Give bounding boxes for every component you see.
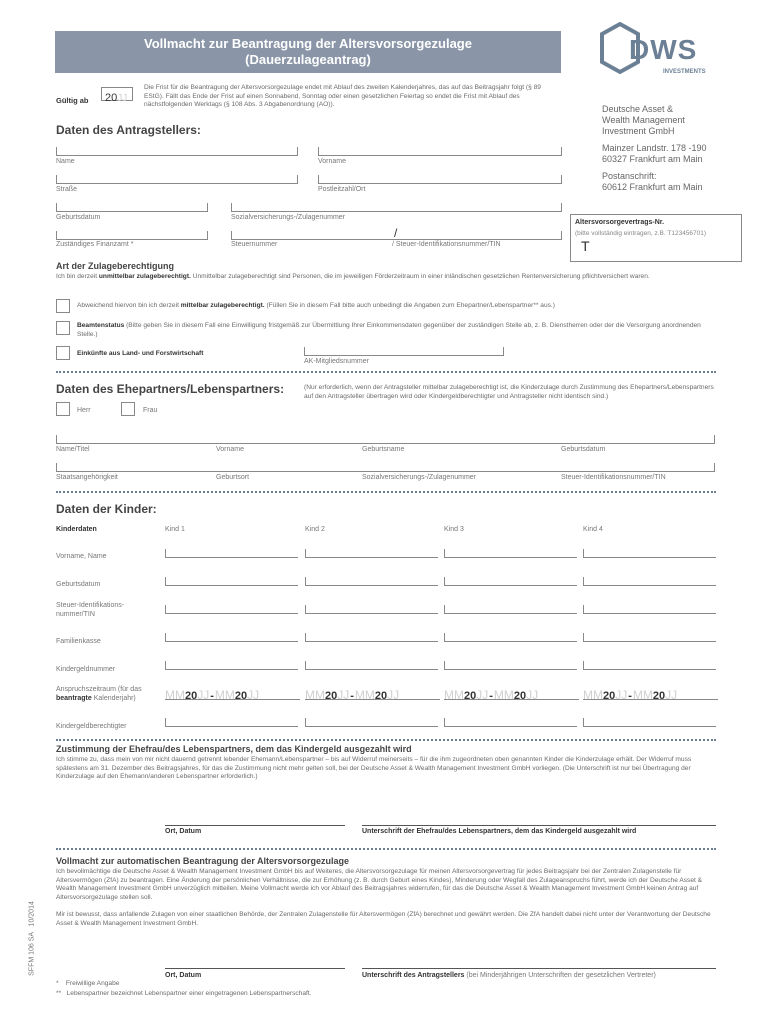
spouse-row1-field[interactable] [56,435,715,444]
authorization-text: Ich bevollmächtige die Deutsche Asset & Wealth Management Investment GmbH bis auf Weiteres, die Altersvorsorgezulage für meinen Altersvorsorgevertrag für jedes Beitragsjahr bei der Zentralen Zulagenstelle für Altersvermögen (ZfA) zu beantragen. Eine Änderung der persönlichen Verhältnisse, die zur Erhöhung (z. B. durch Geburt eines Kindes), Minderung oder Wegfall des Zulageanspruchs führt, werde ich der Deutsche Asset & Wealth Management Investment GmbH unverzüglich mitteilen. Meine Vollmacht werde ich vor Ablauf des Beitragsjahres widerrufen, für das die Deutsche Asset & Wealth Management Investment GmbH keinen Antrag auf Altersvorsorgezulage stellen soll. [56,868,703,901]
auth-sig-b: (bei Minderjährigen Unterschriften der gesetzlichen Vertreter) [464,972,656,979]
consent-text: Ich stimme zu, dass mein von mir nicht dauernd getrennt lebender Ehemann/Lebenspartner – bis auf Widerruf meinerseits – für die ihm zugeordneten oben genannten Kinder die Kinderzulage erhält. Der Widerruf muss spätestens am 31. Dezember des Beitragsjahres, für das die Zustimmung nicht mehr gelten soll, bei der Deutsche Asset & Wealth Management Investment GmbH vorliegen. (Die Unterschrift ist nur bei Übertragung der Kinderzulage auf den Ehemann/anderen Lebenspartner erforderlich.) [56,756,692,781]
period-part: JJ [337,688,350,702]
period-part: 20 [374,690,388,702]
authorization-text-2: Mir ist bewusst, dass anfallende Zulagen von einer staatlichen Behörde, der Zentralen Zulagenstelle für Altersvermögen (ZfA) berechnet und gewährt werden. Die ZfA handelt dabei nicht unter der Verantwortung der Deutsche Asset & Wealth Management Investment GmbH. [56,911,711,927]
period-part: MM [583,688,603,702]
kind-4-period-field[interactable] [583,686,718,700]
kind-4-vorname-field[interactable] [583,549,716,558]
divider-1 [56,371,716,373]
kind-3-familienkasse-field[interactable] [444,633,577,642]
period-part: JJ [387,688,400,702]
row-steuer-id-1: Steuer-Identifikations- [56,602,125,609]
title-line-2: (Dauerzulageantrag) [245,52,371,67]
consent-heading: Zustimmung der Ehefrau/des Lebenspartners, dem das Kindergeld ausgezahlt wird [56,744,412,754]
ak-label: AK-Mitgliedsnummer [304,358,369,365]
herr-label: Herr [77,407,91,414]
period-part: MM [214,688,235,702]
eligibility-intro-a: Ich bin derzeit [56,273,99,280]
spouse-name-label: Name/Titel [56,446,90,453]
kind-2-berechtigter-field[interactable] [305,718,438,727]
consent-signature-label: Unterschrift der Ehefrau/des Lebenspartners, dem das Kindergeld ausgezahlt wird [362,828,637,835]
row-kindergeldnummer-label: Kindergeldnummer [56,666,116,673]
side-code: SFFM 106 SA 10/2014 [28,901,36,976]
divider-2 [56,491,716,493]
herr-checkbox[interactable] [56,402,70,416]
kind-4-label: Kind 4 [583,526,603,533]
kind-2-steuer-id-field[interactable] [305,605,438,614]
period-part: JJ [665,688,678,702]
period-part: 20 [603,690,616,702]
consent-ort-label: Ort, Datum [165,828,202,835]
row-steuer-id-2: nummer/TIN [56,611,95,618]
auth-ort-label: Ort, Datum [165,972,202,979]
kind-2-vorname-field[interactable] [305,549,438,558]
period-part: MM [165,688,185,702]
period-part: 20 [325,690,338,702]
contract-box[interactable] [570,214,742,262]
kind-4-steuer-id-field[interactable] [583,605,716,614]
company-line3: Investment GmbH [602,126,675,136]
kind-4-berechtigter-field[interactable] [583,718,716,727]
kind-1-familienkasse-field[interactable] [165,633,298,642]
strasse-label: Straße [56,186,78,193]
company-line1: Deutsche Asset & [602,104,674,114]
auth-sig-a: Unterschrift des Antragstellers [362,972,465,979]
row-anspruch-1: Anspruchszeitraum (für das [56,686,142,693]
kind-1-kindergeldnummer-field[interactable] [165,661,298,670]
auth-signature-line[interactable] [362,968,716,969]
kind-2-familienkasse-field[interactable] [305,633,438,642]
company-postal-city: 60612 Frankfurt am Main [602,182,703,192]
sv-nummer-label: Sozialversicherungs-/Zulagenummer [231,214,345,221]
geburtsdatum-field[interactable] [56,203,208,212]
period-part: MM [305,688,325,702]
spouse-heading: Daten des Ehepartners/Lebenspartners: [56,382,285,396]
period-part: JJ [247,688,260,702]
vorname-label: Vorname [318,158,347,165]
finanzamt-label: Zuständiges Finanzamt * [56,241,134,248]
kind-1-vorname-field[interactable] [165,549,298,558]
row-familienkasse-label: Familienkasse [56,638,101,645]
geburtsdatum-label: Geburtsdatum [56,214,101,221]
frau-checkbox[interactable] [121,402,135,416]
kind-3-vorname-field[interactable] [444,549,577,558]
validity-note: Die Frist für die Beantragung der Altersvorsorgezulage endet mit Ablauf des zweiten Kalenderjahres, das auf das Beitragsjahr folgt (§ 89 EStG). Fällt das Ende der Frist auf einen Sonnabend, Sonntag oder einen gesetzlichen Feiertag so endet die Frist mit Ablauf des nächstfolgenden Werktags (§ 108 Abs. 3 Abgabenordnung (AO)). [144,84,541,109]
company-city: 60327 Frankfurt am Main [602,154,703,164]
period-part: MM [632,688,653,702]
beamtenstatus-checkbox[interactable] [56,321,70,335]
period-part: - [628,690,632,702]
kind-2-kindergeldnummer-field[interactable] [305,661,438,670]
logo-name: DWS [629,34,698,65]
opt1-a: Abweichend hiervon bin ich derzeit [77,302,181,309]
applicant-heading: Daten des Antragstellers: [56,123,201,137]
kind-3-geburtsdatum-field[interactable] [444,577,577,586]
divider-4 [56,848,716,850]
spouse-vorname-label: Vorname [216,446,245,453]
validity-label: Gültig ab [56,96,89,105]
kind-4-kindergeldnummer-field[interactable] [583,661,716,670]
kind-3-steuer-id-field[interactable] [444,605,577,614]
row-anspruch-2a: beantragte [56,695,92,702]
spouse-note: (Nur erforderlich, wenn der Antragsteller mittelbar zulageberechtigt ist, die Kinderzulage durch Zustimmung des Ehepartners/Lebenspartners auf den Antragsteller übertragen wird oder Kindergeldberechtigter und Antragsteller nicht identisch sind.) [304,384,714,400]
consent-ort-line[interactable] [165,825,345,826]
name-field[interactable] [56,147,298,156]
kind-4-geburtsdatum-field[interactable] [583,577,716,586]
opt1-b: mittelbar zulageberechtigt. [180,302,265,309]
company-address [602,104,707,193]
spouse-staat-label: Staatsangehörigkeit [56,474,118,481]
mittelbar-checkbox[interactable] [56,299,70,313]
opt2-b: (Bitte geben Sie in diesem Fall eine Einwilligung fristgemäß zur Übermittlung Ihrer Einkommensdaten gegenüber der zuständigen Stelle ab, z. B. Dienstherren oder der die Versorgung anordnenden Stelle.) [77,322,701,338]
kind-1-steuer-id-field[interactable] [165,605,298,614]
period-part: JJ [615,688,628,702]
logo-sub: INVESTMENTS [663,69,706,75]
kind-2-period-field[interactable] [305,686,440,700]
name-label: Name [56,158,75,165]
vorname-field[interactable] [318,147,562,156]
landwirtschaft-checkbox[interactable] [56,346,70,360]
spouse-geburtsname-label: Geburtsname [362,446,405,453]
kind-3-label: Kind 3 [444,526,464,533]
steuer-id-label: / Steuer-Identifikationsnummer/TIN [392,241,501,248]
validity-year-prefix: 20 [105,92,118,104]
dws-logo [600,22,720,82]
opt1-c: (Füllen Sie in diesem Fall bitte auch unbedingt die Angaben zum Ehepartner/Lebenspartner** aus.) [264,302,555,309]
kind-1-berechtigter-field[interactable] [165,718,298,727]
period-part: MM [354,688,375,702]
contract-prefix: T [581,238,590,254]
strasse-field[interactable] [56,175,298,184]
company-postal-label: Postanschrift: [602,171,657,181]
period-part: 20 [464,690,477,702]
row-geburtsdatum-label: Geburtsdatum [56,581,101,588]
kind-1-geburtsdatum-field[interactable] [165,577,298,586]
row-steuer-id-label [56,601,124,619]
opt3-text: Einkünfte aus Land- und Forstwirtschaft [77,350,204,357]
spouse-geburtsdatum-label: Geburtsdatum [561,446,606,453]
contract-label: Altersvorsorgevertrags-Nr. [575,219,665,226]
opt1-text [77,302,717,311]
auth-signature-label [362,972,656,979]
company-line2: Wealth Management [602,115,685,125]
spouse-steuer-id-label: Steuer-Identifikationsnummer/TIN [561,474,666,481]
row-vorname-label: Vorname, Name [56,553,107,560]
plz-ort-label: Postleitzahl/Ort [318,186,366,193]
divider-3 [56,739,716,741]
spouse-row2-field[interactable] [56,463,715,472]
kind-3-berechtigter-field[interactable] [444,718,577,727]
auth-ort-line[interactable] [165,968,345,969]
eligibility-intro [56,273,716,282]
period-part: 20 [652,690,666,702]
contract-hint: (bitte vollständig eintragen, z.B. T123456701) [575,230,707,237]
period-part: JJ [197,688,210,702]
kind-1-label: Kind 1 [165,526,185,533]
opt2-text [77,322,717,339]
frau-label: Frau [143,407,158,414]
title-line-1: Vollmacht zur Beantragung der Altersvorsorgezulage [144,36,472,51]
eligibility-heading: Art der Zulageberechtigung [56,261,175,271]
footnote-2: ** Lebenspartner bezeichnet Lebenspartner einer eingetragenen Lebenspartnerschaft. [56,990,312,997]
kind-3-period-field[interactable] [444,686,579,700]
validity-year-field[interactable] [101,87,133,104]
period-part: - [350,690,354,702]
authorization-heading: Vollmacht zur automatischen Beantragung der Altersvorsorgezulage [56,856,350,866]
plz-ort-field[interactable] [318,175,562,184]
period-part: - [210,690,214,702]
period-part: 20 [185,690,198,702]
eligibility-intro-b: unmittelbar zulageberechtigt. [98,273,191,280]
kind-3-kindergeldnummer-field[interactable] [444,661,577,670]
period-part: MM [444,688,464,702]
kind-2-label: Kind 2 [305,526,325,533]
kind-4-familienkasse-field[interactable] [583,633,716,642]
company-street: Mainzer Landstr. 178 -190 [602,143,707,153]
ak-field[interactable] [304,347,504,356]
steuernummer-slash: / [394,226,398,240]
eligibility-intro-c: Unmittelbar zulageberechtigt sind Personen, die im jeweiligen Förderzeitraum in einer inländischen gesetzlichen Rentenversicherung pflichtversichert waren. [190,273,650,280]
steuernummer-label: Steuernummer [231,241,278,248]
kind-2-geburtsdatum-field[interactable] [305,577,438,586]
spouse-geburtsort-label: Geburtsort [216,474,250,481]
period-part: 20 [234,690,248,702]
period-part: 20 [513,690,527,702]
sv-nummer-field[interactable] [231,203,562,212]
period-part: - [489,690,493,702]
period-part: JJ [476,688,489,702]
consent-signature-line[interactable] [362,825,716,826]
period-part: MM [493,688,514,702]
title-banner [55,31,561,73]
spouse-sv-label: Sozialversicherungs-/Zulagenummer [362,474,476,481]
row-anspruch-label [56,685,142,703]
footnote-1: * Freiwillige Angabe [56,980,120,987]
kind-1-period-field[interactable] [165,686,300,700]
kinderdaten-label: Kinderdaten [56,526,97,533]
period-part: JJ [526,688,539,702]
finanzamt-field[interactable] [56,231,208,240]
opt2-a: Beamtenstatus [77,322,125,329]
validity-year-placeholder: JJ [117,93,128,104]
row-anspruch-2b: Kalenderjahr) [91,695,136,702]
row-berechtigter-label: Kindergeldberechtigter [56,723,127,730]
children-heading: Daten der Kinder: [56,502,157,516]
